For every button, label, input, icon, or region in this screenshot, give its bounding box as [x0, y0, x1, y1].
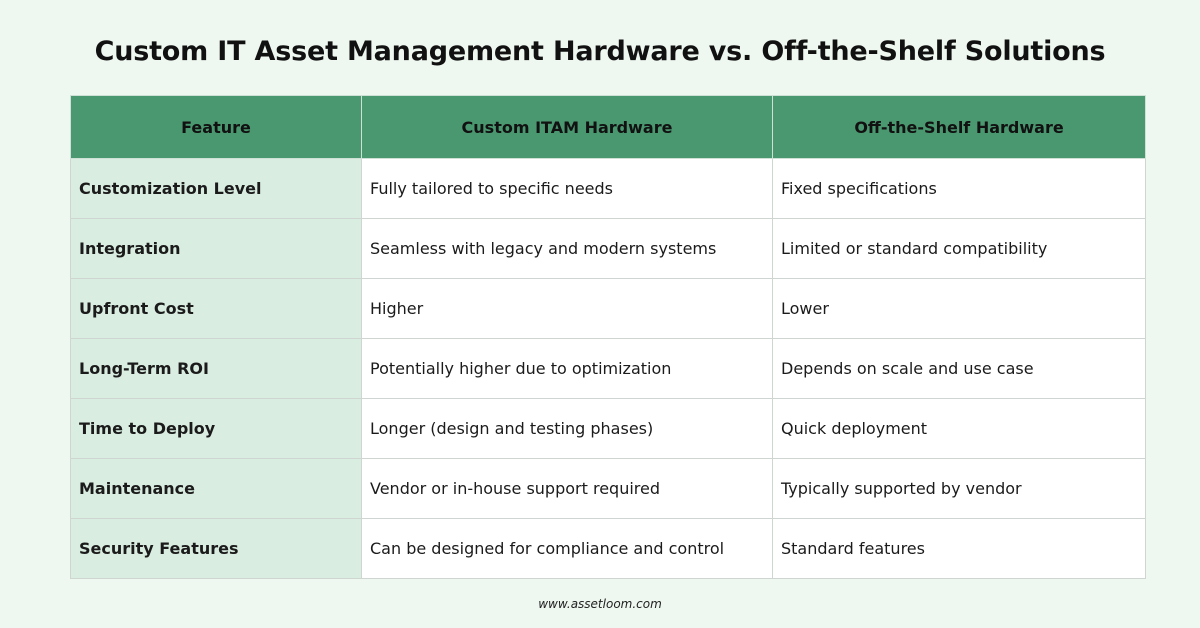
column-header-off-the-shelf: Off-the-Shelf Hardware — [773, 96, 1146, 159]
feature-cell: Long-Term ROI — [71, 339, 362, 399]
feature-cell: Integration — [71, 219, 362, 279]
table-row — [71, 339, 1146, 399]
off-the-shelf-cell: Typically supported by vendor — [773, 459, 1146, 519]
feature-cell: Security Features — [71, 519, 362, 579]
table-row — [71, 279, 1146, 339]
feature-cell: Time to Deploy — [71, 399, 362, 459]
custom-cell: Vendor or in-house support required — [362, 459, 773, 519]
feature-cell: Upfront Cost — [71, 279, 362, 339]
custom-cell: Can be designed for compliance and control — [362, 519, 773, 579]
off-the-shelf-cell: Limited or standard compatibility — [773, 219, 1146, 279]
custom-cell: Higher — [362, 279, 773, 339]
table-row — [71, 519, 1146, 579]
table-row — [71, 459, 1146, 519]
column-header-feature: Feature — [71, 96, 362, 159]
website-url: www.assetloom.com — [538, 597, 662, 611]
feature-cell: Maintenance — [71, 459, 362, 519]
off-the-shelf-cell: Standard features — [773, 519, 1146, 579]
custom-cell: Longer (design and testing phases) — [362, 399, 773, 459]
off-the-shelf-cell: Fixed specifications — [773, 159, 1146, 219]
comparison-table — [70, 95, 1146, 579]
feature-cell: Customization Level — [71, 159, 362, 219]
table-header-row — [71, 96, 1146, 159]
table-row — [71, 159, 1146, 219]
off-the-shelf-cell: Lower — [773, 279, 1146, 339]
off-the-shelf-cell: Depends on scale and use case — [773, 339, 1146, 399]
page-title: Custom IT Asset Management Hardware vs. Off-the-Shelf Solutions — [94, 36, 1106, 67]
column-header-custom-itam: Custom ITAM Hardware — [362, 96, 773, 159]
off-the-shelf-cell: Quick deployment — [773, 399, 1146, 459]
table-row — [71, 399, 1146, 459]
table-row — [71, 219, 1146, 279]
custom-cell: Potentially higher due to optimization — [362, 339, 773, 399]
custom-cell: Fully tailored to specific needs — [362, 159, 773, 219]
custom-cell: Seamless with legacy and modern systems — [362, 219, 773, 279]
